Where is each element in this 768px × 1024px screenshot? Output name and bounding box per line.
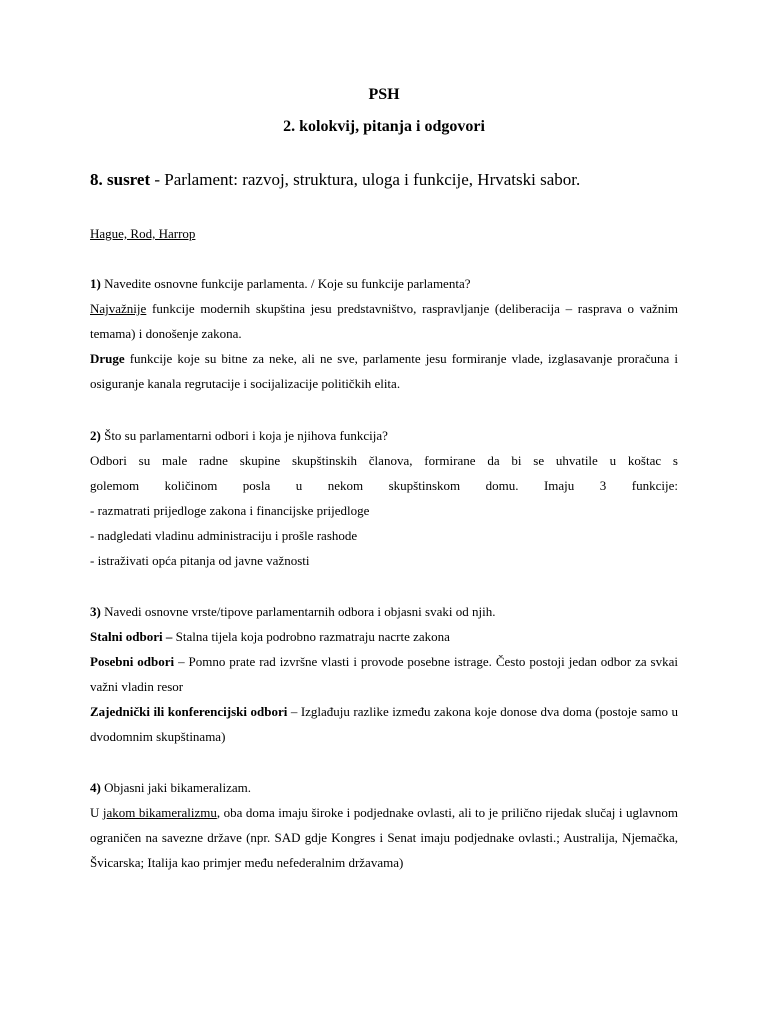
answer-1-para-1	[90, 296, 678, 346]
question-body: Što su parlamentarni odbori i koja je njihova funkcija?	[100, 428, 388, 443]
question-number: 4)	[90, 780, 101, 795]
list-item: - istraživati opća pitanja od javne važnosti	[90, 553, 310, 568]
committee-joint	[90, 699, 678, 749]
question-3	[90, 599, 678, 749]
bold-term: Druge	[90, 351, 125, 366]
committee-standing	[90, 624, 678, 649]
answer-text: – Pomno prate rad izvršne vlasti i provode posebne istrage. Često postoji jedan odbor za svkai važni vladin resor	[90, 654, 678, 694]
bold-term: Zajednički ili konferencijski odbori	[90, 704, 288, 719]
answer-text: , oba doma imaju široke i podjednake ovlasti, ali to je prilično rijedak slučaj i uglavnom ograničen na savezne države (npr. SAD gdje Kongres i Senat imaju podjednake ovlasti.; Australija, Njemačka, Švicarska; Italija kao primjer među nefederalnim državama)	[90, 805, 679, 870]
underlined-term: Najvažnije	[90, 301, 147, 316]
answer-text: – Izglađuju razlike između zakona koje donose dva doma (postoje samo u dvodomnim skupštinama)	[90, 704, 678, 744]
question-body: Navedi osnovne vrste/tipove parlamentarnih odbora i objasni svaki od njih.	[100, 604, 496, 619]
answer-text: Stalna tijela koja podrobno razmatraju nacrte zakona	[175, 629, 450, 644]
question-number: 3)	[90, 604, 101, 619]
underlined-term: jakom bikameralizmu	[102, 805, 217, 820]
heading-number: 8. susret	[90, 170, 151, 189]
list-item: - razmatrati prijedloge zakona i financijske prijedloge	[90, 503, 370, 518]
question-2-text	[90, 423, 678, 448]
list-item: - nadgledati vladinu administraciju i prošle rashode	[90, 528, 358, 543]
question-body: Navedite osnovne funkcije parlamenta. / Koje su funkcije parlamenta?	[100, 276, 471, 291]
answer-text: funkcije modernih skupština jesu predstavništvo, raspravljanje (deliberacija – rasprava o važnim temama) i donošenje zakona.	[90, 301, 678, 341]
authors-line: Hague, Rod, Harrop	[90, 226, 196, 241]
doc-subtitle: 2. kolokvij, pitanja i odgovori	[283, 118, 485, 135]
question-number: 2)	[90, 428, 101, 443]
question-number: 1)	[90, 276, 101, 291]
question-2	[90, 423, 678, 573]
answer-2-line-1: Odbori su male radne skupine skupštinskih članova, formirane da bi se uhvatile u koštac s	[90, 453, 678, 468]
answer-text: U	[90, 805, 103, 820]
committee-special	[90, 649, 678, 699]
question-body: Objasni jaki bikameralizam.	[100, 780, 252, 795]
section-heading	[90, 170, 678, 190]
question-4-text	[90, 775, 678, 800]
answer-2-line-2: golemom količinom posla u nekom skupštinskom domu. Imaju 3 funkcije:	[90, 478, 678, 493]
bold-term: Posebni odbori	[90, 654, 175, 669]
heading-text: - Parlament: razvoj, struktura, uloga i funkcije, Hrvatski sabor.	[150, 170, 581, 189]
question-1	[90, 271, 678, 396]
doc-title: PSH	[368, 86, 400, 103]
question-1-text	[90, 271, 678, 296]
question-4	[90, 775, 678, 875]
bold-term: Stalni odbori –	[90, 629, 176, 644]
answer-4-para	[90, 800, 678, 875]
question-3-text	[90, 599, 678, 624]
answer-text: funkcije koje su bitne za neke, ali ne sve, parlamente jesu formiranje vlade, izglasavanje proračuna i osiguranje kanala regrutacije i socijalizacije političkih elita.	[90, 351, 678, 391]
answer-1-para-2	[90, 346, 678, 396]
